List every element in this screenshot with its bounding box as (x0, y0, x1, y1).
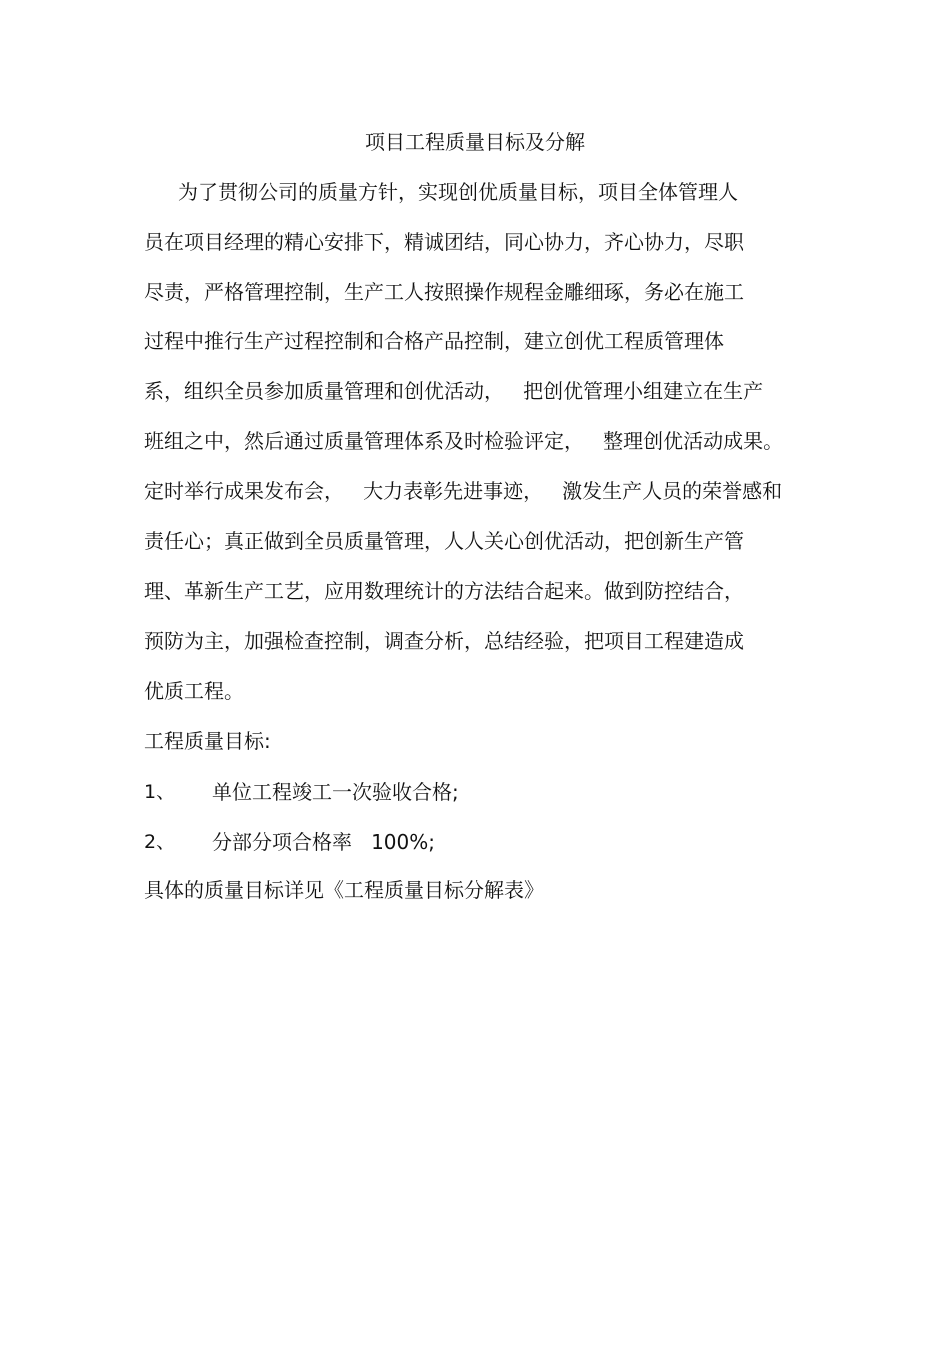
paragraph-line: 定时举行成果发布会， 大力表彰先进事迹， 激发生产人员的荣誉感和 (144, 479, 783, 503)
closing-line: 具体的质量目标详见《工程质量目标分解表》 (144, 878, 544, 902)
paragraph-line: 为了贯彻公司的质量方针，实现创优质量目标，项目全体管理人 (178, 180, 738, 204)
paragraph-line: 班组之中，然后通过质量管理体系及时检验评定， 整理创优活动成果。 (144, 429, 784, 453)
paragraph-line: 过程中推行生产过程控制和合格产品控制，建立创优工程质管理体 (144, 329, 724, 353)
goal-text: 分部分项合格率 100%; (212, 830, 435, 854)
goal-text: 单位工程竣工一次验收合格; (212, 780, 459, 804)
paragraph-line: 系，组织全员参加质量管理和创优活动， 把创优管理小组建立在生产 (144, 379, 764, 403)
paragraph-line: 理、革新生产工艺，应用数理统计的方法结合起来。做到防控结合， (144, 579, 744, 603)
document-title: 项目工程质量目标及分解 (365, 130, 585, 154)
goal-number: 2、 (144, 831, 176, 853)
goal-number: 1、 (144, 781, 176, 803)
paragraph-line: 责任心；真正做到全员质量管理，人人关心创优活动，把创新生产管 (144, 529, 744, 553)
paragraph-line: 尽责，严格管理控制，生产工人按照操作规程金雕细琢，务必在施工 (144, 280, 744, 304)
paragraph-line: 预防为主，加强检查控制，调查分析，总结经验，把项目工程建造成 (144, 629, 744, 653)
paragraph-line: 员在项目经理的精心安排下，精诚团结，同心协力，齐心协力，尽职 (144, 230, 744, 254)
paragraph-line: 优质工程。 (144, 679, 244, 703)
goals-heading: 工程质量目标: (144, 729, 271, 753)
